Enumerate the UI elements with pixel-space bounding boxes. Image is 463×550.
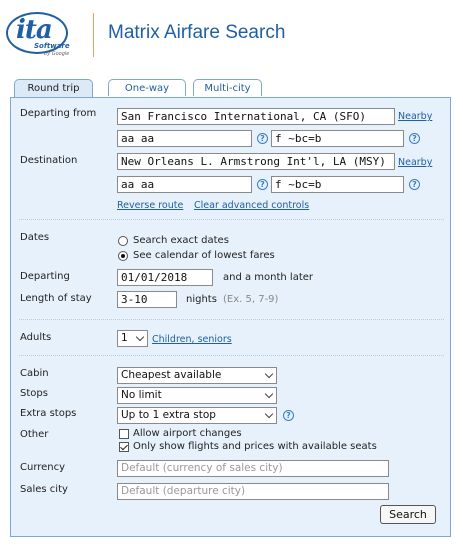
help-icon[interactable]: ? xyxy=(409,133,420,144)
page-title: Matrix Airfare Search xyxy=(108,22,286,43)
destination-extension-codes[interactable]: f ~bc=b xyxy=(271,176,404,193)
other-label: Other xyxy=(20,429,49,440)
section-divider xyxy=(19,355,444,356)
chevron-down-icon xyxy=(265,410,273,418)
help-icon[interactable]: ? xyxy=(409,179,420,190)
sales-city-label: Sales city xyxy=(20,484,68,495)
allow-airport-changes-label: Allow airport changes xyxy=(133,428,242,439)
cabin-select[interactable] xyxy=(117,367,277,384)
chevron-down-icon xyxy=(136,333,144,341)
stops-label: Stops xyxy=(20,388,48,399)
stops-select[interactable] xyxy=(117,387,277,404)
search-exact-dates-radio[interactable] xyxy=(118,236,128,246)
help-icon[interactable]: ? xyxy=(283,410,294,421)
extra-stops-value: Up to 1 extra stop xyxy=(121,409,216,421)
chevron-down-icon xyxy=(265,370,273,378)
length-of-stay-label: Length of stay xyxy=(20,293,92,304)
calendar-lowest-fares-label: See calendar of lowest fares xyxy=(133,250,275,261)
only-available-seats-label: Only show flights and prices with available seats xyxy=(133,441,377,452)
departing-from-label: Departing from xyxy=(20,108,97,119)
calendar-lowest-fares-radio[interactable] xyxy=(118,251,128,261)
extra-stops-select[interactable] xyxy=(117,407,277,424)
departing-from-input[interactable]: San Francisco International, CA (SFO) xyxy=(117,108,395,125)
reverse-route-link[interactable]: Reverse route xyxy=(117,200,184,211)
adults-label: Adults xyxy=(20,332,52,343)
cabin-label: Cabin xyxy=(20,368,49,379)
departing-date-input[interactable]: 01/01/2018 xyxy=(117,269,213,286)
extra-stops-label: Extra stops xyxy=(20,408,77,419)
search-form-panel xyxy=(10,97,451,537)
chevron-down-icon xyxy=(265,390,273,398)
search-button[interactable]: Search xyxy=(380,505,436,524)
destination-advanced-routing[interactable]: aa aa xyxy=(117,176,252,193)
logo-sub2: by Google xyxy=(44,51,70,57)
adults-value: 1 xyxy=(121,332,128,344)
header xyxy=(0,0,463,80)
help-icon[interactable]: ? xyxy=(257,179,268,190)
departing-advanced-routing[interactable]: aa aa xyxy=(117,130,252,147)
tab-round-trip[interactable]: Round trip xyxy=(14,79,93,98)
tab-one-way[interactable]: One-way xyxy=(108,79,186,96)
nights-unit: nights xyxy=(186,294,217,305)
children-seniors-link[interactable]: Children, seniors xyxy=(152,334,232,345)
sales-city-input[interactable]: Default (departure city) xyxy=(117,483,389,500)
destination-input[interactable]: New Orleans L. Armstrong Int'l, LA (MSY) xyxy=(117,153,395,170)
clear-advanced-controls-link[interactable]: Clear advanced controls xyxy=(194,200,310,211)
cabin-value: Cheapest available xyxy=(121,369,222,381)
adults-select[interactable] xyxy=(117,330,148,347)
only-available-seats-checkbox[interactable] xyxy=(119,442,129,452)
header-divider xyxy=(93,13,94,57)
logo-sub: Software xyxy=(34,42,70,50)
help-icon[interactable]: ? xyxy=(257,133,268,144)
destination-nearby-link[interactable]: Nearby xyxy=(398,157,433,168)
departing-extension-codes[interactable]: f ~bc=b xyxy=(271,130,404,147)
stops-value: No limit xyxy=(121,389,162,401)
departing-date-label: Departing xyxy=(20,271,70,282)
length-of-stay-hint: (Ex. 5, 7-9) xyxy=(223,294,279,305)
length-of-stay-input[interactable]: 3-10 xyxy=(117,291,177,308)
tab-multi-city[interactable]: Multi-city xyxy=(193,79,262,96)
departing-date-suffix: and a month later xyxy=(223,272,314,283)
departing-nearby-link[interactable]: Nearby xyxy=(398,111,433,122)
currency-input[interactable]: Default (currency of sales city) xyxy=(117,460,389,477)
section-divider xyxy=(19,219,444,220)
ita-software-logo xyxy=(6,12,84,62)
currency-label: Currency xyxy=(20,462,66,473)
destination-label: Destination xyxy=(20,155,78,166)
allow-airport-changes-checkbox[interactable] xyxy=(119,429,129,439)
logo-text: ita xyxy=(16,15,52,45)
dates-label: Dates xyxy=(20,232,50,243)
section-divider xyxy=(19,319,444,320)
search-exact-dates-label: Search exact dates xyxy=(133,235,229,246)
